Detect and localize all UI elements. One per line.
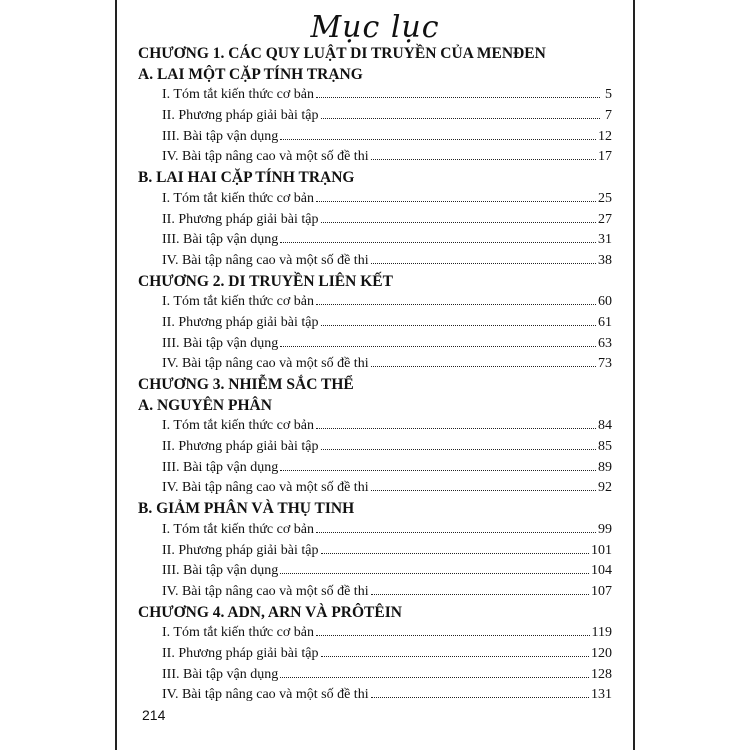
toc-entry [138,541,612,562]
toc-entry [138,520,612,541]
toc-entry-page: 25 [598,190,612,206]
toc-entry-label: I. Tóm tắt kiến thức cơ bản [162,190,314,206]
toc-entry-label: I. Tóm tắt kiến thức cơ bản [162,521,314,537]
toc-entry-label: IV. Bài tập nâng cao và một số đề thi [162,356,369,372]
section-heading: A. LAI MỘT CẶP TÍNH TRẠNG [138,65,363,83]
dot-leader [321,324,596,326]
dot-leader [316,303,596,305]
toc-entry [138,644,612,665]
toc-entry-page: 27 [598,211,612,227]
toc-entry [138,478,612,499]
section-heading: A. NGUYÊN PHÂN [138,396,272,414]
toc-entry [138,189,612,210]
toc-entry [138,458,612,479]
toc-entry [138,251,612,272]
toc-entry-label: I. Tóm tắt kiến thức cơ bản [162,418,314,434]
toc-entry [138,210,612,231]
toc-entry-page: 85 [598,439,612,455]
toc-entry-label: III. Bài tập vận dụng [162,563,279,579]
toc-entry-label: I. Tóm tắt kiến thức cơ bản [162,294,314,310]
toc-entry [138,313,612,334]
toc-entry-page: 89 [598,459,612,475]
toc-entry [138,416,612,437]
toc-entry-label: II. Phương pháp giải bài tập [162,439,319,455]
chapter-heading: CHƯƠNG 2. DI TRUYỀN LIÊN KẾT [138,272,393,290]
dot-leader [371,593,589,595]
toc-entry-label: IV. Bài tập nâng cao và một số đề thi [162,583,369,599]
dot-leader [316,634,590,636]
toc-entry-page: 101 [591,542,612,558]
toc-entry-page: 128 [591,666,612,682]
dot-leader [371,489,596,491]
dot-leader [280,138,596,140]
dot-leader [371,262,596,264]
toc-entry-label: II. Phương pháp giải bài tập [162,542,319,558]
dot-leader [280,241,596,243]
dot-leader [371,365,596,367]
toc-entry-label: III. Bài tập vận dụng [162,666,279,682]
toc-entry-page: 84 [598,418,612,434]
table-of-contents [138,44,612,706]
toc-entry-label: II. Phương pháp giải bài tập [162,108,319,124]
dot-leader [280,345,596,347]
chapter-heading: CHƯƠNG 1. CÁC QUY LUẬT DI TRUYỀN CỦA MENĐEN [138,45,546,62]
toc-entry-page: 119 [591,625,612,641]
dot-leader [316,96,600,98]
toc-entry-page: 17 [598,149,612,165]
toc-entry [138,623,612,644]
toc-entry [138,230,612,251]
toc-entry-page: 63 [598,335,612,351]
dot-leader [280,469,596,471]
toc-entry-label: II. Phương pháp giải bài tập [162,314,319,330]
toc-entry-page: 120 [591,645,612,661]
toc-entry [138,127,612,148]
toc-entry-page: 104 [591,563,612,579]
toc-entry-label: III. Bài tập vận dụng [162,232,279,248]
toc-entry [138,85,612,106]
dot-leader [371,158,596,160]
dot-leader [321,117,600,119]
toc-entry [138,437,612,458]
page-title: Mục lục [310,10,440,45]
dot-leader [371,696,589,698]
toc-entry [138,334,612,355]
toc-entry-label: IV. Bài tập nâng cao và một số đề thi [162,149,369,165]
toc-entry-page: 73 [598,356,612,372]
toc-entry [138,354,612,375]
dot-leader [316,200,596,202]
toc-entry-page: 38 [598,252,612,268]
toc-entry-label: II. Phương pháp giải bài tập [162,645,319,661]
toc-entry-page: 92 [598,480,612,496]
toc-entry-label: IV. Bài tập nâng cao và một số đề thi [162,687,369,703]
toc-entry [138,561,612,582]
toc-entry-label: I. Tóm tắt kiến thức cơ bản [162,625,314,641]
toc-entry [138,665,612,686]
toc-entry [138,292,612,313]
section-heading: B. GIẢM PHÂN VÀ THỤ TINH [138,500,355,518]
page-number: 214 [142,707,166,723]
toc-entry-page: 5 [605,87,612,103]
dot-leader [280,572,589,574]
dot-leader [321,448,596,450]
toc-entry-label: III. Bài tập vận dụng [162,128,279,144]
toc-entry [138,106,612,127]
dot-leader [316,427,596,429]
chapter-heading: CHƯƠNG 3. NHIỄM SẮC THỂ [138,376,354,393]
toc-entry-page: 12 [598,128,612,144]
toc-entry-page: 131 [591,687,612,703]
toc-entry-label: II. Phương pháp giải bài tập [162,211,319,227]
section-heading: B. LAI HAI CẶP TÍNH TRẠNG [138,169,355,187]
toc-entry-label: III. Bài tập vận dụng [162,335,279,351]
toc-entry-page: 107 [591,583,612,599]
dot-leader [280,676,589,678]
chapter-heading: CHƯƠNG 4. ADN, ARN VÀ PRÔTÊIN [138,603,402,621]
toc-entry-label: IV. Bài tập nâng cao và một số đề thi [162,252,369,268]
toc-entry-label: III. Bài tập vận dụng [162,459,279,475]
dot-leader [316,531,596,533]
toc-entry-label: IV. Bài tập nâng cao và một số đề thi [162,480,369,496]
toc-entry [138,685,612,706]
toc-entry [138,147,612,168]
toc-entry-label: I. Tóm tắt kiến thức cơ bản [162,87,314,103]
dot-leader [321,221,596,223]
toc-entry-page: 61 [598,314,612,330]
toc-entry-page: 99 [598,521,612,537]
dot-leader [321,655,589,657]
toc-entry [138,582,612,603]
dot-leader [321,552,589,554]
toc-entry-page: 7 [605,108,612,124]
toc-entry-page: 60 [598,294,612,310]
toc-entry-page: 31 [598,232,612,248]
